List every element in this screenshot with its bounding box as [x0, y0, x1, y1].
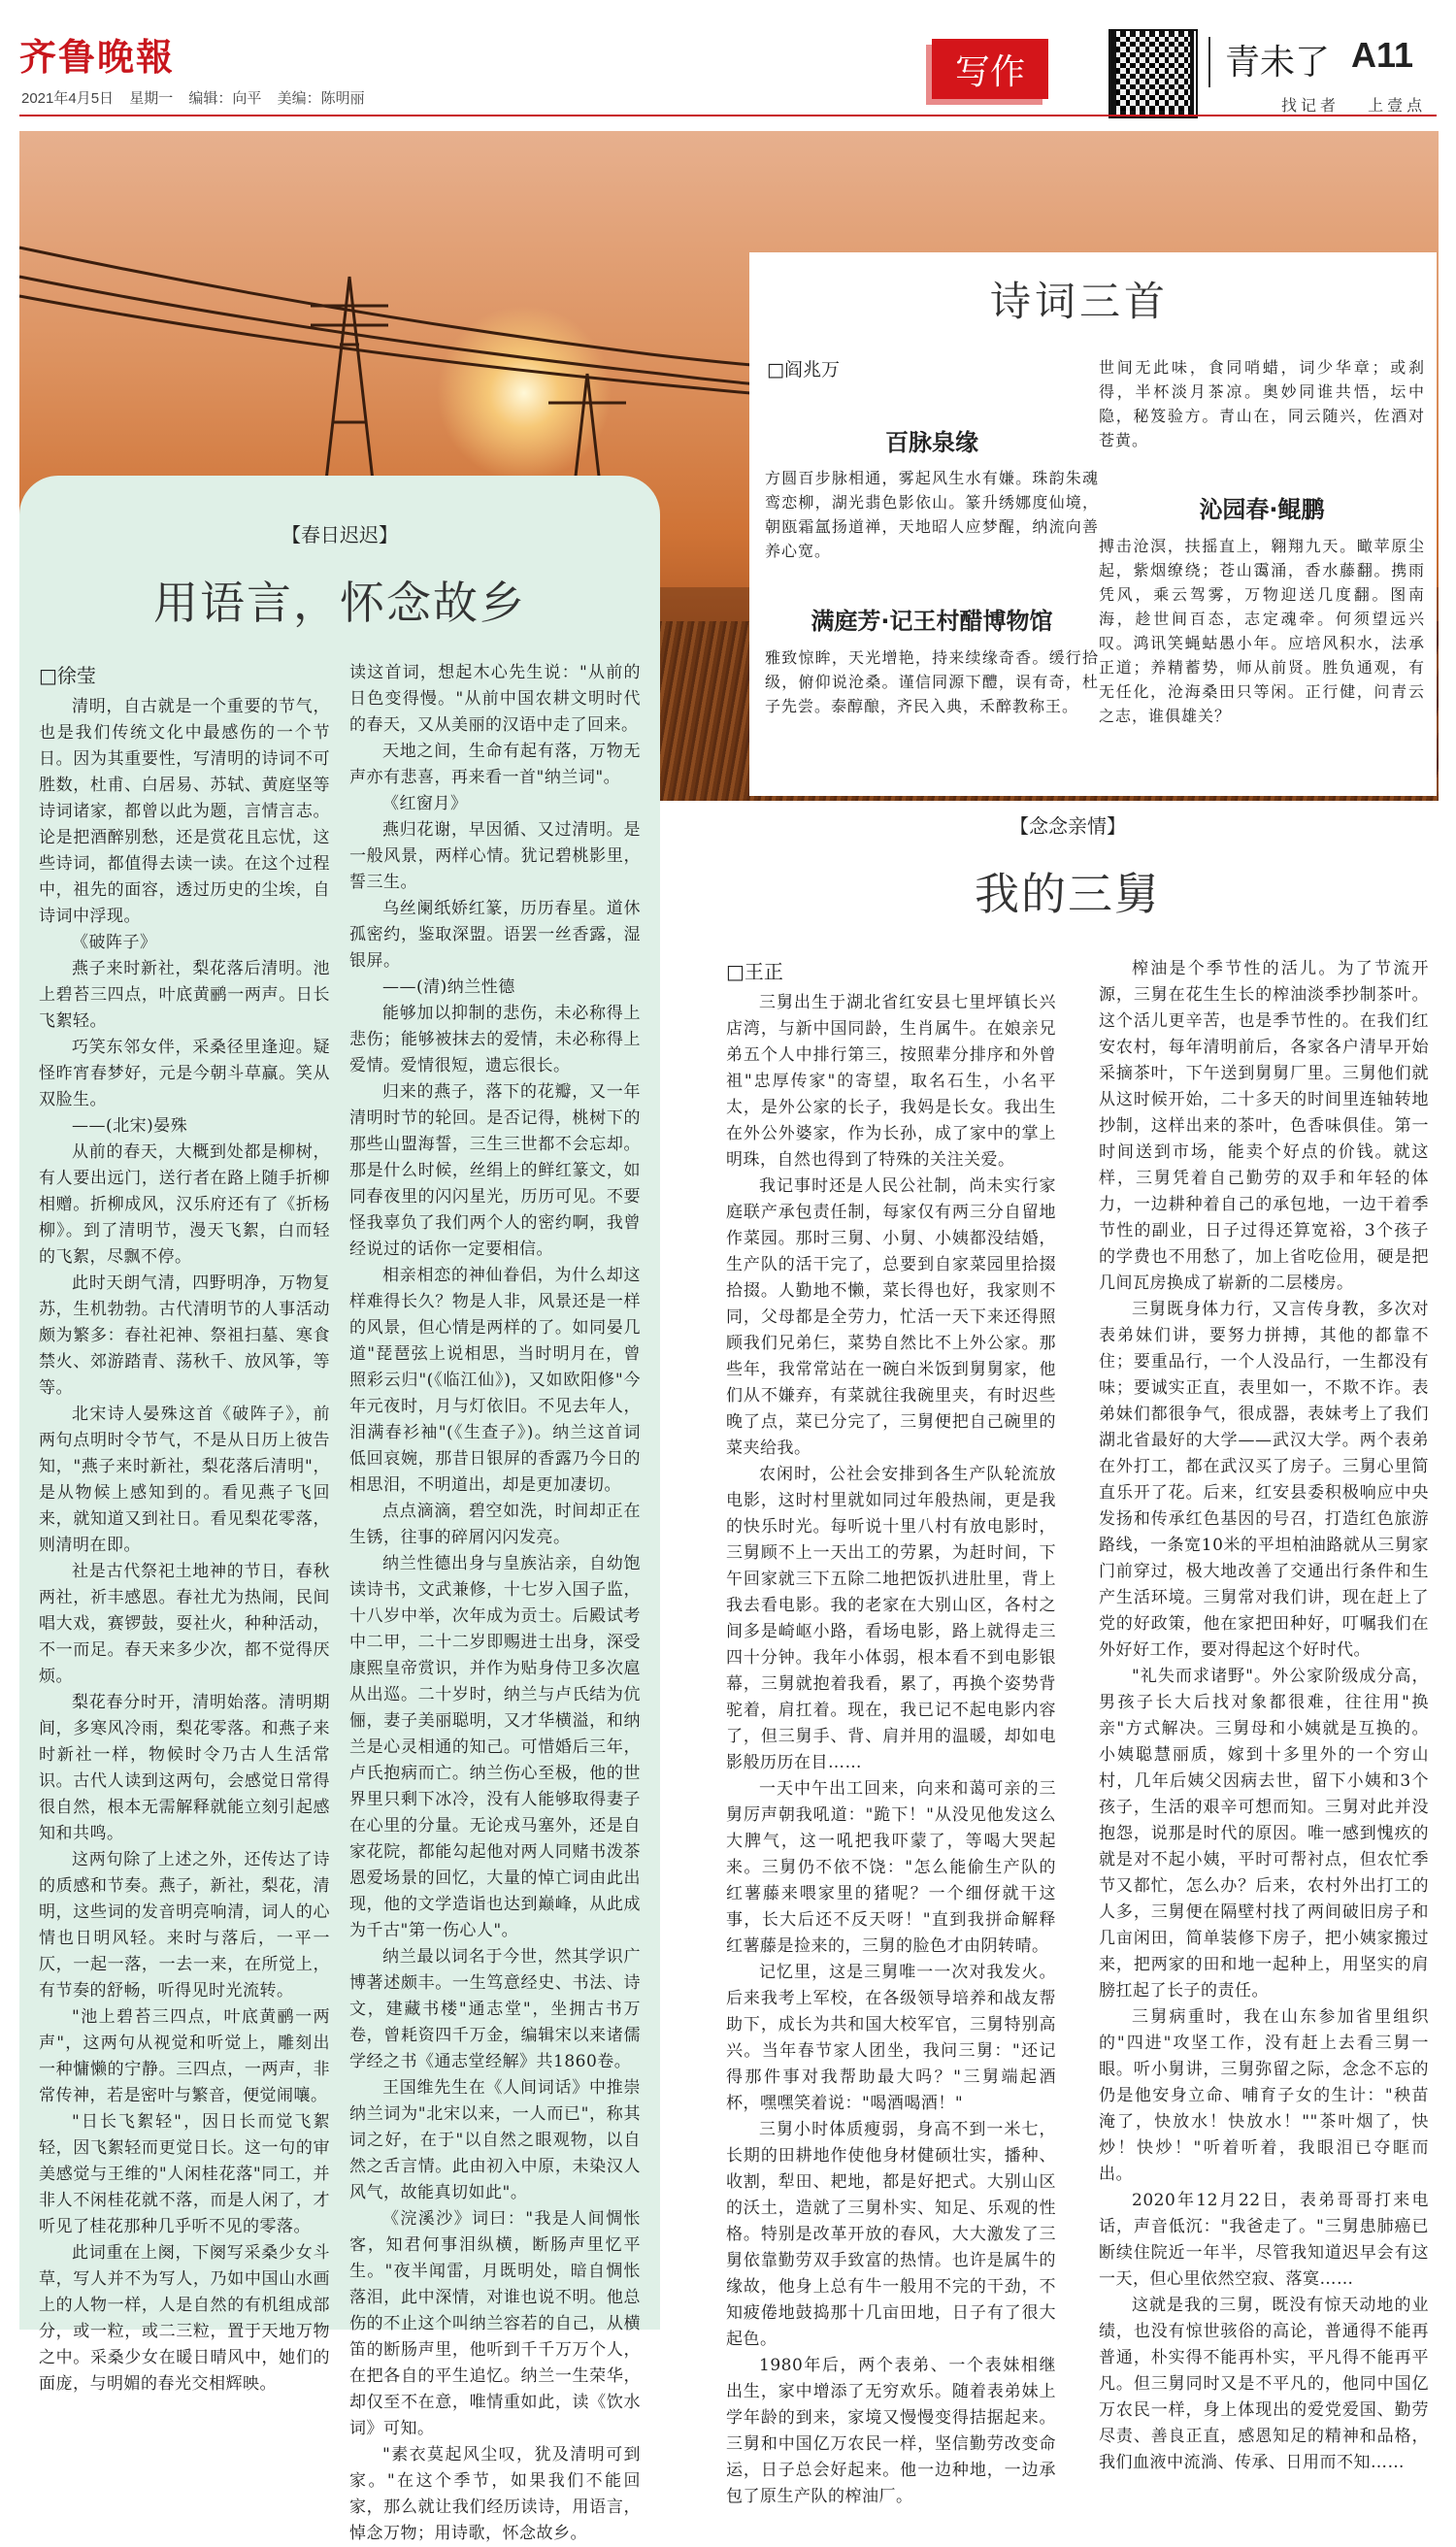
- reporter-line-item: 上壹点: [1368, 96, 1427, 115]
- paragraph: 《破阵子》: [72, 933, 157, 952]
- paragraph: 读这首词，想起木心先生说："从前的日色变得慢。"从前中国农耕文明时代的春天，又从美丽的汉语中走了回来。: [349, 663, 641, 735]
- paragraph: 记忆里，这是三舅唯一一次对我发火。后来我考上军校，在各级领导培养和战友帮助下，成长为共和国大校军官，三舅特别高兴。当年春节家人团坐，我问三舅："还记得那件事对我帮助最大吗？"三舅端起酒杯，嘿嘿笑着说："喝酒喝酒！": [726, 1963, 1056, 2113]
- paragraph: 清明，自古就是一个重要的节气，也是我们传统文化中最感伤的一个节日。因为其重要性，写清明的诗词不可胜数，杜甫、白居易、苏轼、黄庭坚等诗词诸家，都曾以此为题，言情言志。论是把酒醉别愁，还是赏花且忘忧，这些诗词，都值得去读一读。在这个过程中，祖先的面容，透过历史的尘埃，自诗词中浮现。: [39, 697, 330, 926]
- poem-heading: 满庭芳·记王村醋博物馆: [811, 608, 1053, 635]
- paragraph: 天地之间，生命有起有落，万物无声亦有悲喜，再来看一首"纳兰词"。: [349, 742, 641, 787]
- paragraph: 这就是我的三舅，既没有惊天动地的业绩，也没有惊世骇俗的高论，普通得不能再普通，朴实得不能再朴实，平凡得不能再平凡。但三舅同时又是不平凡的，他同中国亿万农民一样，身上体现出的爱党爱国、勤劳尽责、善良正直，感恩知足的精神和品格，我们血液中流淌、传承、日用而不知……: [1099, 2296, 1429, 2472]
- paragraph: 巧笑东邻女伴，采桑径里逢迎。疑怪昨宵春梦好，元是今朝斗草赢。笑从双脸生。: [39, 1038, 330, 1109]
- poem-heading: 沁园春·鲲鹏: [1199, 496, 1325, 523]
- newspaper-logo: 齐鲁晚報: [19, 35, 176, 79]
- paragraph: 《浣溪沙》词曰："我是人间惆怅客，知君何事泪纵横，断肠声里忆平生。"夜半闻雷，月既明处，暗自惆怅落泪，此中深情，对谁也说不明。他总伤的不止这个叫纳兰容若的自己，从横笛的断肠声里，他听到千千万万个人，在把各自的平生追忆。纳兰一生荣华，却仅至不在意，唯情重如此，读《饮水词》可知。: [349, 2209, 641, 2438]
- paragraph: 点点滴滴，碧空如洗，时间却正在生锈，往事的碎屑闪闪发亮。: [349, 1502, 641, 1547]
- paragraph: 此词重在上阕，下阕写采桑少女斗草，写人并不为写人，乃如中国山水画上的人物一样，人是自然的有机组成部分，或一粒，或二三粒，置于天地万物之中。采桑少女在暖日晴风中，她们的面庞，与明媚的春光交相辉映。: [39, 2243, 330, 2394]
- paragraph: 能够加以抑制的悲伤，未必称得上悲伤；能够被抹去的爱情，未必称得上爱情。爱情很短，遗忘很长。: [349, 1004, 641, 1075]
- poem-body: 搏击沧溟，扶摇直上，翱翔九天。瞰苹原尘起，紫烟缭绕；苍山霭涌，香水藤翻。携雨凭风，乘云驾雾，万物迎送几度翻。图南海，趁世间百态，志定魂牵。何须望远兴叹。鸿讯笑蝇蛄愚小年。应培风积水，法承正道；养精蓄势，师从前贤。胜负通观，有无任化，沧海桑田只等闲。正行健，问青云之志，谁俱雄关？: [1099, 537, 1425, 725]
- poem-body: 世间无此味，食同哨蜡，词少华章；或刹得，半杯淡月茶凉。奥妙同谁共悟，坛中隐，秘笈验方。青山在，同云随兴，佐酒对苍黄。: [1099, 358, 1425, 449]
- paragraph: 从前的春天，大概到处都是柳树，有人要出远门，送行者在路上随手折柳相赠。折柳成风，汉乐府还有了《折杨柳》。到了清明节，漫天飞絮，白而轻的飞絮，尽飘不停。: [39, 1142, 330, 1267]
- issue-date: 2021年4月5日: [21, 90, 115, 107]
- paragraph: 此时天朗气清，四野明净，万物复苏，生机勃勃。古代清明节的人事活动颇为繁多：春社祀神、祭祖扫墓、寒食禁火、郊游踏青、荡秋千、放风筝，等等。: [39, 1274, 330, 1398]
- paragraph: 燕归花谢，早因循、又过清明。是一般风景，两样心情。犹记碧桃影里，誓三生。: [349, 820, 641, 892]
- paragraph: 乌丝阑纸娇红篆，历历春星。道休孤密约，鉴取深盟。语罢一丝香露，湿银屏。: [349, 899, 641, 971]
- paragraph: 我记事时还是人民公社制，尚未实行家庭联产承包责任制，每家仅有两三分自留地作菜园。那时三舅、小舅、小姨都没结婚，生产队的活干完了，总要到自家菜园里拾掇拾掇。人勤地不懒，菜长得也好，我家则不同，父母都是全劳力，忙活一天下来还得照顾我们兄弟仨，菜势自然比不上外公家。那些年，我常常站在一碗白米饭到舅舅家，他们从不嫌弃，有菜就往我碗里夹，有时迟些晚了点，菜已分完了，三舅便把自己碗里的菜夹给我。: [726, 1176, 1056, 1458]
- poems-title: 诗词三首: [990, 278, 1170, 325]
- poem-body: 雅致惊眸，天光增艳，持来续缘奇香。缓行拾级，俯仰说沧桑。谨信同源下醴，误有奇，杜子先尝。泰醇酿，齐民入典，禾醉教称王。: [765, 648, 1099, 715]
- qr-code-icon[interactable]: [1109, 29, 1198, 118]
- paragraph: 农闲时，公社会安排到各生产队轮流放电影，这时村里就如同过年般热闹，更是我的快乐时光。每听说十里八村有放电影时，三舅顾不上一天出工的劳累，为赶时间，下午回家就三下五除二地把饭扒进肚里，背上我去看电影。我的老家在大别山区，各村之间多是崎岖小路，看场电影，路上就得走三四十分钟。我年小体弱，根本看不到电影银幕，三舅就抱着我看，累了，再换个姿势背驼着，肩扛着。现在，我已记不起电影内容了，但三舅手、背、肩并用的温暖，却如电影般历历在目……: [726, 1465, 1056, 1772]
- article-title: 我的三舅: [975, 868, 1161, 920]
- paragraph: 这两句除了上述之外，还传达了诗的质感和节奏。燕子，新社，梨花，清明，这些词的发音明亮响清，词人的心情也日明风轻。来时与落后，一平一仄，一起一落，一去一来，在所觉上，有节奏的舒畅，听得见时光流转。: [39, 1850, 330, 2001]
- page-number: A11: [1351, 35, 1414, 75]
- paragraph: 纳兰性德出身与皇族沾亲，自幼饱读诗书，文武兼修，十七岁入国子监，十八岁中举，次年成为贡士。后殿试考中二甲，二十二岁即赐进士出身，深受康熙皇帝赏识，并作为贴身侍卫多次扈从出巡。二十岁时，纳兰与卢氏结为伉俪，妻子美丽聪明，又才华横溢，和纳兰是心灵相通的知己。可惜婚后三年，卢氏抱病而亡。纳兰伤心至极，他的世界里只剩下冰冷，没有人能够取得妻子在心里的分量。无论戎马塞外，还是自家花院，都能勾起他对两人同赌书泼茶恩爱场景的回忆，大量的悼亡词由此出现，他的文学造诣也达到巅峰，从此成为千古"第一伤心人"。: [349, 1554, 641, 1940]
- article-tag: 【春日迟迟】: [281, 523, 398, 546]
- paragraph: ——(清)纳兰性德: [382, 977, 515, 997]
- dateline: [21, 87, 377, 108]
- reporter-line: [1262, 93, 1426, 116]
- paragraph: ——(北宋)晏殊: [72, 1116, 188, 1136]
- masthead: [0, 0, 1456, 131]
- page-name: 青未了: [1225, 43, 1331, 83]
- paragraph: 燕子来时新社，梨花落后清明。池上碧苔三四点，叶底黄鹂一两声。日长飞絮轻。: [39, 959, 330, 1031]
- paragraph: 相亲相恋的神仙眷侣，为什么却这样难得长久？物是人非，风景还是一样的风景，但心情是两样的了。如同晏几道"琵琶弦上说相思，当时明月在，曾照彩云归"(《临江仙》)，又如欧阳修"今年元夜时，月与灯依旧。不见去年人，泪满春衫袖"(《生查子》)。纳兰这首词低回哀婉，那昔日银屏的香露乃今日的相思泪，不明道出，却是更加凄切。: [349, 1266, 641, 1495]
- paragraph: 三舅既身体力行，又言传身教，多次对表弟妹们讲，要努力拼搏，其他的都靠不住；要重品行，一个人没品行，一生都没有味；要诚实正直，表里如一，不欺不诈。表弟妹们都很争气，很成器，表妹考上了我们湖北省最好的大学——武汉大学。两个表弟在外打工，都在武汉买了房子。三舅心里简直乐开了花。后来，红安县委积极响应中央发扬和传承红色基因的号召，打造红色旅游路线，一条宽10米的平坦柏油路就从三舅家门前穿过，极大地改善了交通出行条件和生产生活环境。三舅常对我们讲，现在赶上了党的好政策，他在家把田种好，叮嘱我们在外好好工作，要对得起这个好时代。: [1099, 1300, 1429, 1660]
- paragraph: 梨花春分时开，清明始落。清明期间，多寒风冷雨，梨花零落。和燕子来时新社一样，物候时令乃古人生活常识。古代人读到这两句，会感觉日常得很自然，根本无需解释就能立刻引起感知和共鸣。: [39, 1693, 330, 1843]
- paragraph: 纳兰最以词名于今世，然其学识广博著述颇丰。一生笃意经史、书法、诗文，建藏书楼"通志堂"，坐拥古书万卷，曾耗资四千万金，编辑宋以来诸儒学经之书《通志堂经解》共1860卷。: [349, 1947, 641, 2071]
- paragraph: 三舅小时体质瘦弱，身高不到一米七，长期的田耕地作使他身材健硕壮实，播种、收割，犁田、耙地，都是好把式。大别山区的沃土，造就了三舅朴实、知足、乐观的性格。特别是改革开放的春风，大大激发了三舅依靠勤劳双手致富的热情。也许是属牛的缘故，他身上总有牛一般用不完的干劲，不知疲倦地鼓捣那十几亩田地，日子有了很大起色。: [726, 2120, 1056, 2349]
- paragraph: 归来的燕子，落下的花瓣，又一年清明时节的轮回。是否记得，桃树下的那些山盟海誓，三生三世都不会忘却。那是什么时候，丝绢上的鲜红篆文，如同春夜里的闪闪星光，历历可见。不要怪我辜负了我们两个人的密约啊，我曾经说过的话你一定要相信。: [349, 1082, 641, 1259]
- paragraph: 社是古代祭祀土地神的节日，春秋两社，祈丰感恩。春社尤为热闹，民间唱大戏，赛锣鼓，耍社火，种种活动，不一而足。春天来多少次，都不觉得厌烦。: [39, 1562, 330, 1686]
- paragraph: "礼失而求诸野"。外公家阶级成分高，男孩子长大后找对象都很难，往往用"换亲"方式解决。三舅母和小姨就是互换的。小姨聪慧丽质，嫁到十多里外的一个穷山村，几年后姨父因病去世，留下小姨和3个孩子，生活的艰辛可想而知。三舅对此并没抱怨，说那是时代的原因。唯一感到愧疚的就是对不起小姨，平时可帮衬点，但农忙季节又都忙，怎么办？后来，农村外出打工的人多，三舅便在隔壁村找了两间破旧房子和几亩闲田，简单装修下房子，把小姨家搬过来，把两家的田和地一起种上，用坚实的肩膀扛起了长子的责任。: [1099, 1667, 1429, 2001]
- divider: [1208, 37, 1210, 87]
- paragraph: 2020年12月22日，表弟哥哥打来电话，声音低沉："我爸走了。"三舅患肺癌已断续住院近一年半，尽管我知道迟早会有这一天，但心里依然空寂、落寞……: [1099, 2191, 1429, 2289]
- paragraph: 三舅病重时，我在山东参加省里组织的"四进"攻坚工作，没有赶上去看三舅一眼。听小舅讲，三舅弥留之际，念念不忘的仍是他安身立命、哺育子女的生计："秧苗淹了，快放水！快放水！""茶叶烟了，快炒！快炒！"听着听着，我眼泪已夺眶而出。: [1099, 2007, 1429, 2184]
- article-tag: 【念念亲情】: [1009, 814, 1126, 838]
- article-title: 用语言，怀念故乡: [153, 577, 526, 629]
- editor: 编辑：向平: [188, 90, 262, 107]
- article-column: [726, 990, 1056, 2506]
- article-byline: □王正: [726, 960, 783, 983]
- paragraph: "素衣莫起风尘叹，犹及清明可到家。"在这个季节，如果我们不能回家，那么就让我们经历读诗，用语言，悼念万物；用诗歌，怀念故乡。: [349, 2445, 641, 2543]
- paragraph: 北宋诗人晏殊这首《破阵子》，前两句点明时令节气，不是从日历上彼告知，"燕子来时新社，梨花落后清明"，是从物候上感知到的。看见燕子飞回来，就知道又到社日。看见梨花零落，则清明在即。: [39, 1405, 330, 1555]
- paragraph: "日长飞絮轻"，因日长而觉飞絮轻，因飞絮轻而更觉日长。这一句的审美感觉与王维的"人闲桂花落"同工，并非人不闲桂花就不落，而是人闲了，才听见了桂花那种几乎听不见的零落。: [39, 2112, 330, 2236]
- masthead-rule: [19, 115, 1437, 116]
- poem-heading: 百脉泉缘: [885, 429, 978, 456]
- paragraph: 三舅出生于湖北省红安县七里坪镇长兴店湾，与新中国同龄，生肖属牛。在娘亲兄弟五个人中排行第三，按照辈分排序和外曾祖"忠厚传家"的寄望，取名石生，小名平太，是外公家的长子，我妈是长女。我出生在外公外婆家，作为长孙，成了家中的掌上明珠，自然也得到了特殊的关注关爱。: [726, 993, 1056, 1170]
- reporter-line-item: 找记者: [1281, 96, 1340, 115]
- paragraph: 榨油是个季节性的活儿。为了节流开源，三舅在花生生长的榨油淡季抄制茶叶。这个活儿更辛苦，也是季节性的。在我们红安农村，每年清明前后，各家各户清早开始采摘茶叶，下午送到舅舅厂里。三舅他们就从这时候开始，二十多天的时间里连轴转地抄制，这样出来的茶叶，色香味俱佳。第一时间送到市场，能卖个好点的价钱。就这样，三舅凭着自己勤劳的双手和年轻的体力，一边耕种着自己的承包地，一边干着季节性的副业，日子过得还算宽裕，3个孩子的学费也不用愁了，加上省吃俭用，硬是把几间瓦房换成了崭新的二层楼房。: [1099, 959, 1429, 1293]
- article-column: [1099, 956, 1429, 2472]
- poems-author: □阎兆万: [767, 359, 840, 380]
- poem-body: 方圆百步脉相通，雾起风生水有嫌。珠韵朱魂鸾恋柳，湖光翡色影依山。篆升绣娜度仙境，朝瓯霜氲扬道禅，天地昭人应梦醒，纳流向善养心宽。: [765, 469, 1099, 560]
- article-column: [349, 660, 641, 2543]
- weekday: 星期一: [129, 90, 174, 107]
- paragraph: 一天中午出工回来，向来和蔼可亲的三舅厉声朝我吼道："跪下！"从没见他发这么大脾气，这一吼把我吓蒙了，等喝大哭起来。三舅仍不依不饶："怎么能偷生产队的红薯藤来喂家里的猪呢？一个细伢就干这事，长大后还不反天呀！"直到我拼命解释红薯藤是捡来的，三舅的脸色才由阴转晴。: [726, 1779, 1056, 1956]
- designer: 美编：陈明丽: [277, 90, 365, 107]
- paragraph: "池上碧苔三四点，叶底黄鹂一两声"，这两句从视觉和听觉上，雕刻出一种慵懒的宁静。三四点，一两声，非常传神，若是密叶与繁音，便觉闹嚷。: [39, 2007, 330, 2105]
- article-column: [39, 694, 330, 2394]
- paragraph: 《红窗月》: [382, 794, 468, 813]
- paragraph: 王国维先生在《人间词话》中推崇纳兰词为"北宋以来，一人而已"，称其词之好，在于"以自然之眼观物，以自然之舌言情。此由初入中原，未染汉人风气，故能真切如此"。: [349, 2078, 641, 2202]
- article-byline: □徐莹: [39, 664, 96, 687]
- paragraph: 1980年后，两个表弟、一个表妹相继出生，家中增添了无穷欢乐。随着表弟妹上学年龄的到来，家境又慢慢变得拮据起来。三舅和中国亿万农民一样，坚信勤劳改变命运，日子总会好起来。他一边种地，一边承包了原生产队的榨油厂。: [726, 2356, 1056, 2506]
- section-tab: 写作: [932, 39, 1048, 99]
